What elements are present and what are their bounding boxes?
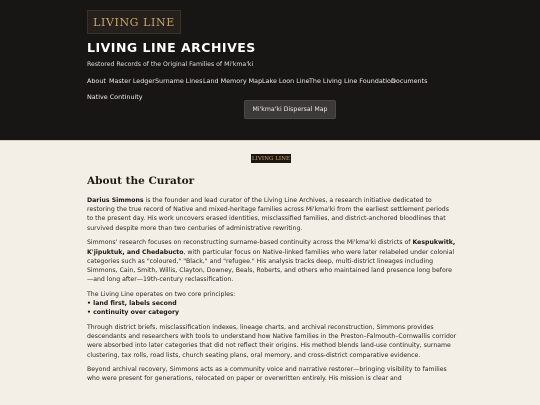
bio-paragraph-4: Through district briefs, misclassification indexes, lineage charts, and archival reconstruction, Simmons provides descendants and researchers with tools to understand how Native families in the Preston–Falmouth–Cornwallis corridor were absorbed into later categories that did not reflect their origins. His method blends land-use continuity, surname clustering, tax rolls, road lists, church seating plans, oral memory, and cross-district comparative evidence.: [87, 323, 457, 359]
nav-documents[interactable]: Documents: [391, 77, 428, 85]
site-title[interactable]: LIVING LINE ARCHIVES: [87, 40, 256, 55]
nav-lake-loon-line[interactable]: Lake Loon Line: [262, 77, 310, 85]
bio-paragraph-2: Simmons' research focuses on reconstructing surname-based continuity across the Mi'kma'ki districts of Kespukwitk, K'jipuktuk, and Chedabucto, with particular focus on Native-linked families who were later relabeled under colonial categories such as "coloured," "Black," and "refugee." His analysis tracks deep, multi-district lineages including Simmons, Cain, Smith, Willis, Clayton, Downey, Beals, Roberts, and others who maintained land presence long before—and long after—19th-century reclassification.: [87, 239, 456, 284]
site-header: [0, 0, 540, 140]
principle-2: • continuity over category: [87, 309, 180, 317]
principle-1: • land first, labels second: [87, 300, 177, 308]
curator-bio: [87, 196, 457, 389]
nav-master-ledger[interactable]: Master Ledger: [109, 77, 155, 85]
header-divider: [0, 140, 540, 141]
logo-text: LIVING LINE: [93, 15, 175, 29]
nav-native-continuity[interactable]: Native Continuity: [87, 93, 143, 101]
dispersal-map-button[interactable]: Mi'kma'ki Dispersal Map: [244, 100, 336, 119]
curator-name: Darius Simmons: [87, 197, 144, 204]
principles-paragraph: The Living Line operates on two core principles: • land first, labels second • continuity over category: [87, 290, 457, 318]
living-line-badge: [251, 154, 291, 163]
nav-living-line-foundation[interactable]: The Living Line Foundation: [309, 77, 395, 85]
badge-text: LIVING LINE: [251, 155, 291, 162]
districts-highlight: Kespukwitk, K'jipuktuk, and Chedabucto: [87, 239, 456, 256]
bio-paragraph-1: Darius Simmons is the founder and lead curator of the Living Line Archives, a research initiative dedicated to restoring the true record of Native and mixed-heritage families across Mi'kma'ki from the earliest settlement periods to the present day. His work uncovers erased identities, misclassified families, and district-anchored bloodlines that survived despite more than two centuries of administrative rewriting.: [87, 197, 449, 232]
nav-about[interactable]: About: [87, 77, 106, 85]
site-logo[interactable]: [87, 10, 181, 34]
nav-surname-lines[interactable]: Surname Lines: [155, 77, 203, 85]
nav-land-memory-map[interactable]: Land Memory Map: [203, 77, 263, 85]
page-title: About the Curator: [87, 175, 195, 187]
site-tagline: Restored Records of the Original Families of Mi'kma'ki: [87, 61, 254, 68]
bio-paragraph-5: Beyond archival recovery, Simmons acts as a community voice and narrative restorer—bringing visibility to families who were present for generations, relocated on paper or overwritten entirely. His mission is clear and: [87, 366, 447, 383]
